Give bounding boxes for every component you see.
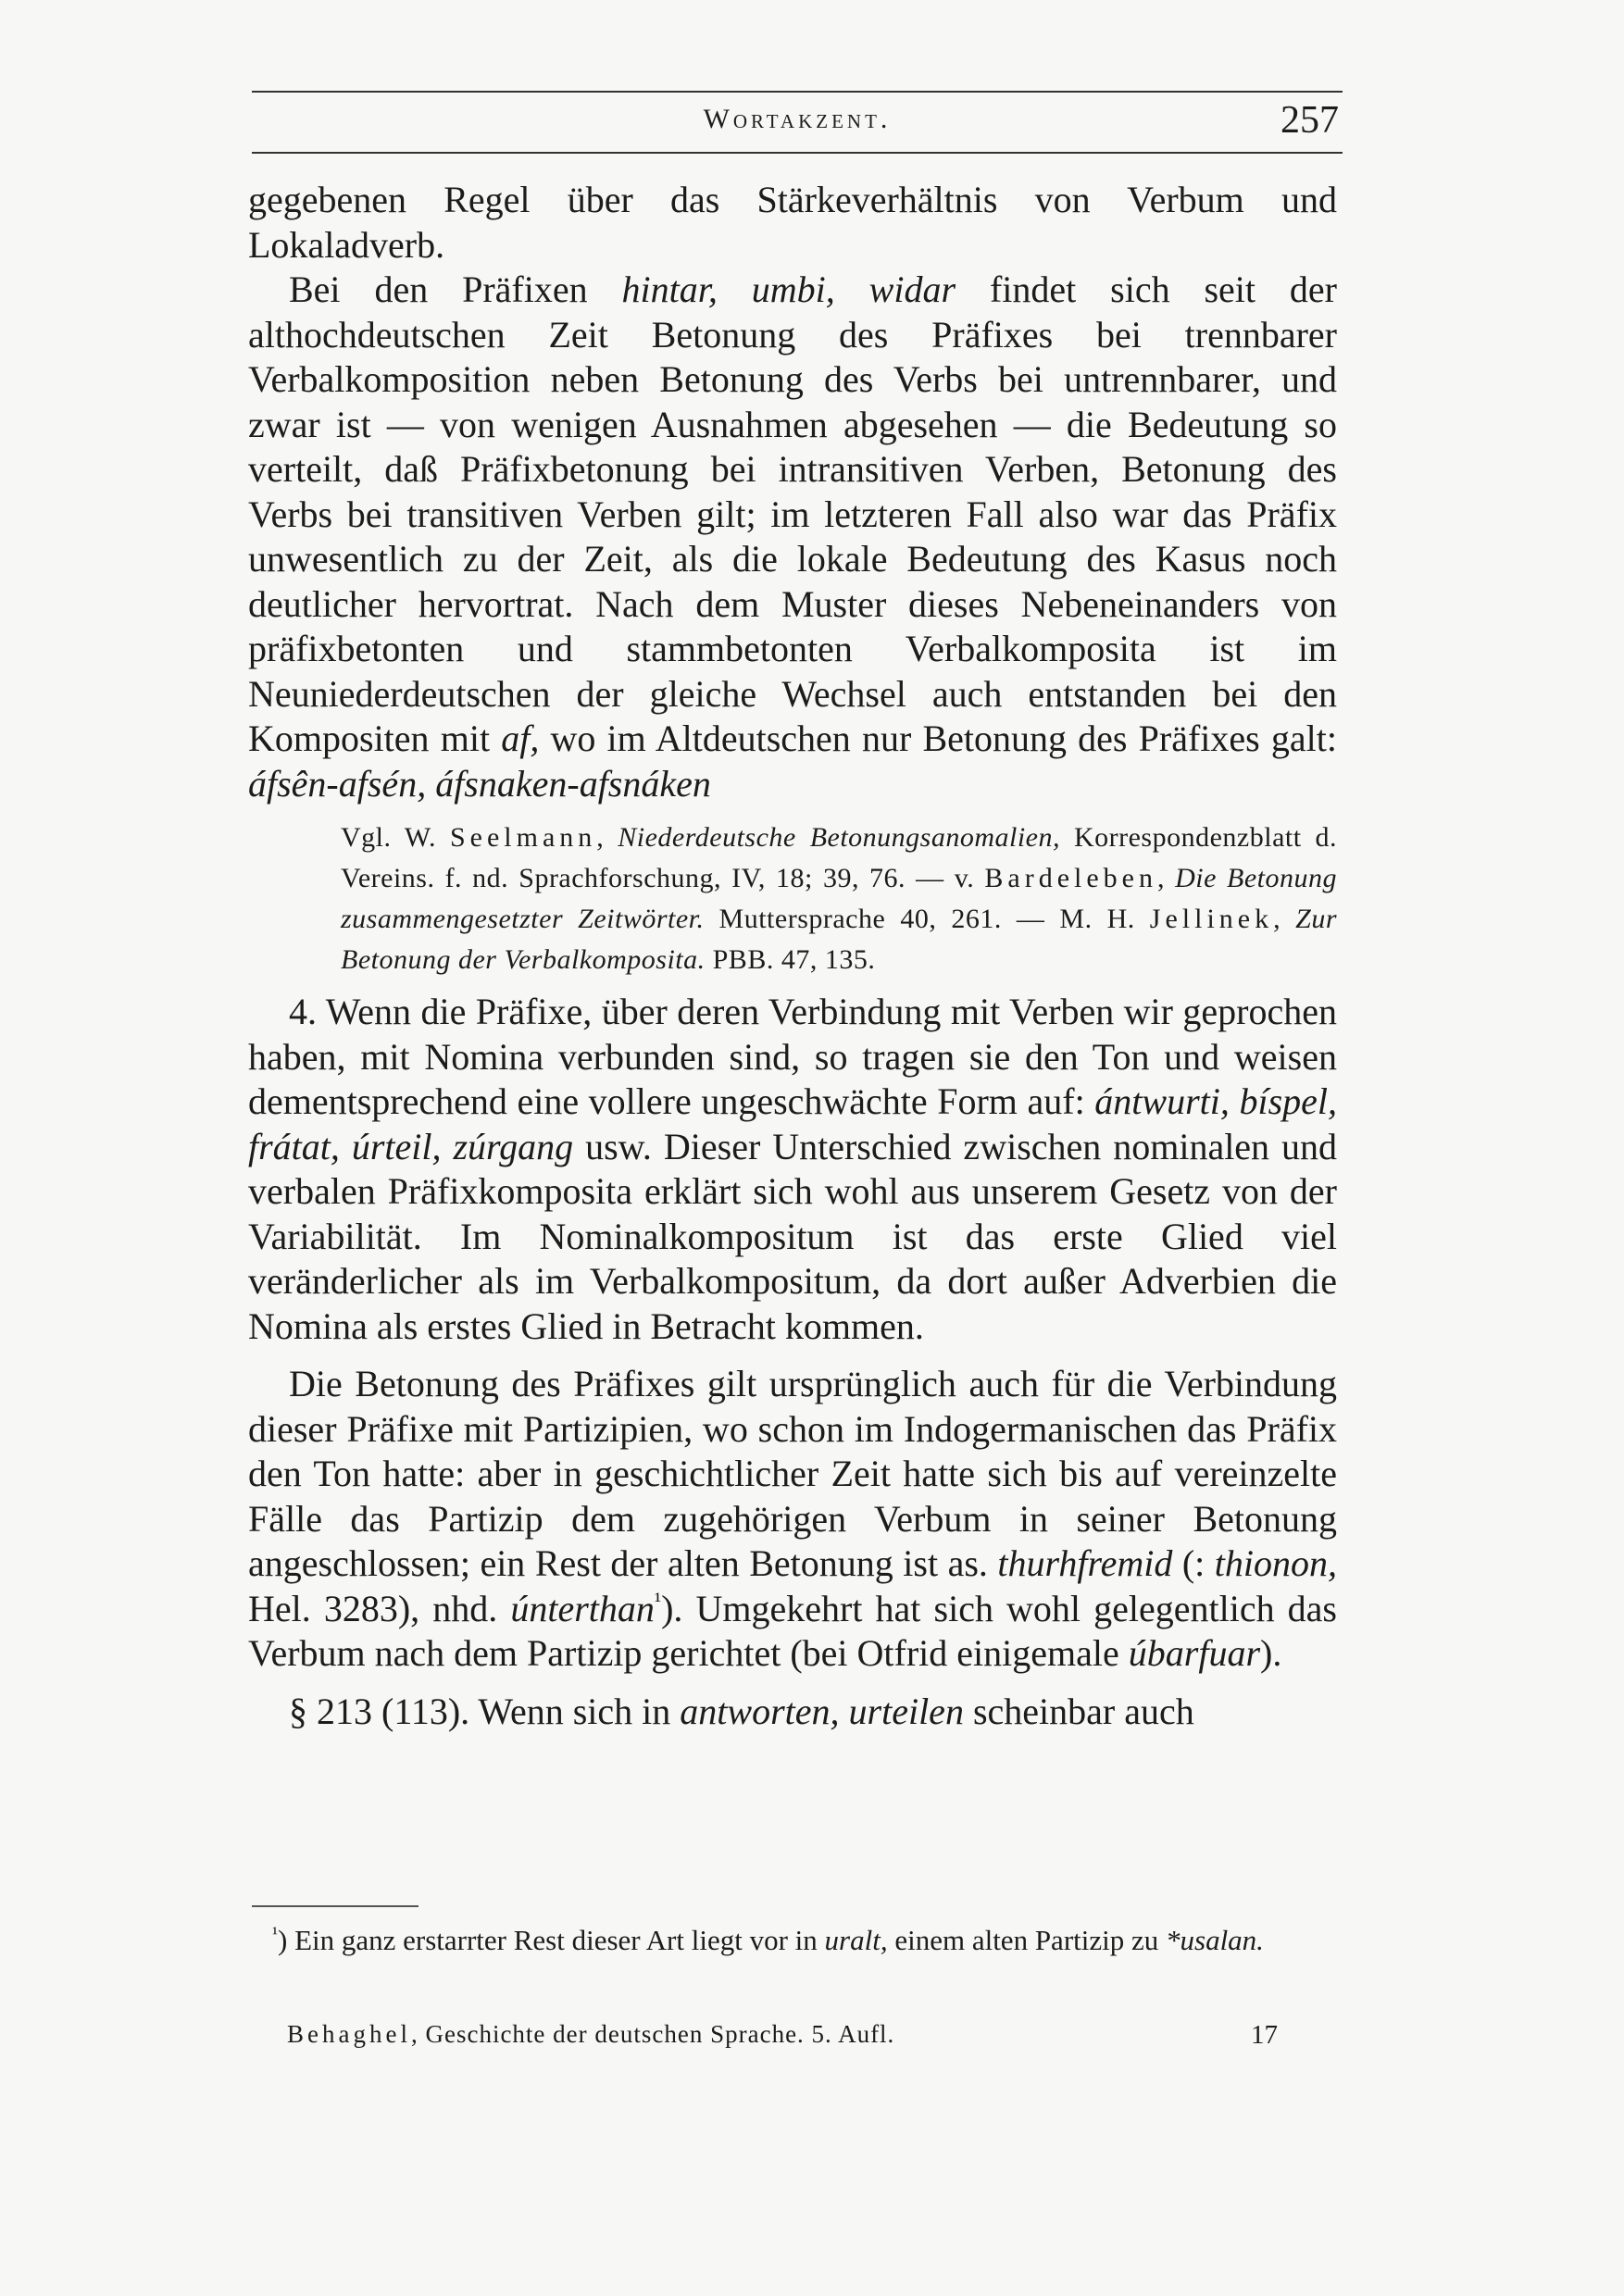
header-bottom-rule xyxy=(252,152,1343,154)
p3-part: 4. Wenn die Präfixe, über deren Verbindung mit Verben wir geprochen haben, mit Nomina verbunden sind, so tragen sie den Ton und weisen dementsprechend eine vollere ungeschwächte Form auf: xyxy=(248,991,1337,1122)
note-part: Die Betonung zusammengesetzter Zeitwörter. xyxy=(341,863,1337,934)
paragraph-continuation xyxy=(248,178,1337,268)
p4-part: Hel. 3283), nhd. xyxy=(248,1587,511,1629)
p5-part: § 213 (113). Wenn sich in xyxy=(289,1690,681,1732)
p4-part: thurhfremid xyxy=(997,1542,1173,1584)
footnote-part: einem alten Partizip zu xyxy=(887,1924,1166,1956)
note-part: Jellinek xyxy=(1149,904,1274,934)
note-part: Bardeleben xyxy=(984,863,1157,893)
signature-author: Behaghel xyxy=(287,2020,411,2048)
signature-line xyxy=(287,2020,1278,2057)
paragraph-nominal-prefixes xyxy=(248,990,1337,1349)
page-number: 257 xyxy=(1280,99,1339,142)
sheet-number: 17 xyxy=(1251,2020,1278,2050)
paragraph-participles xyxy=(248,1362,1337,1677)
p2-part: af, xyxy=(501,718,540,759)
note-part: , xyxy=(1157,863,1176,893)
p4-part: Die Betonung des Präfixes gilt ursprünglich auch für die Verbindung dieser Präfixe mit Partizipien, wo schon im Indogermanischen das Präfix den Ton hatte: aber in geschichtlicher Zeit hatte sich bis auf vereinzelte Fälle das Partizip dem zugehörigen Verbum in seiner Betonung angeschlossen; ein Rest der alten Betonung ist as. xyxy=(248,1363,1337,1584)
p4-part: ). Umgekehrt hat sich wohl gelegentlich das Verbum nach dem Partizip gerichtet (bei Otfrid einigemale xyxy=(248,1587,1338,1674)
signature-title: , Geschichte der deutschen Sprache. 5. Aufl. xyxy=(410,2020,895,2048)
note-part: PBB. 47, 135. xyxy=(705,944,876,975)
note-part: Muttersprache 40, 261. — M. H. xyxy=(704,904,1150,934)
p2-part: áfsên-afsén, áfsnaken-afsnáken xyxy=(248,762,711,805)
p4-part: ¹ xyxy=(654,1589,662,1614)
p4-part: n xyxy=(635,1587,655,1629)
p5-part: antworten, urteilen xyxy=(680,1690,964,1732)
body-text xyxy=(248,178,1337,1734)
footnote-rule xyxy=(252,1905,418,1907)
footnote-part: *usalan. xyxy=(1166,1924,1264,1956)
note-part: Zur Betonung der Verbalkomposita. xyxy=(341,904,1337,975)
p2-part: wo im Altdeutschen nur Betonung des Präfixes galt: xyxy=(539,718,1337,759)
book-signature xyxy=(287,2020,894,2049)
running-title: Wortakzent. xyxy=(703,104,892,134)
p2-part: hintar, umbi, widar xyxy=(621,268,956,310)
footnote xyxy=(252,1918,1337,1963)
footnote-part: ) Ein ganz erstarrter Rest dieser Art liegt vor in xyxy=(278,1924,825,1956)
note-part: , xyxy=(1273,904,1296,934)
note-part: Korrespondenzblatt d. Vereins. f. nd. Sprachforschung, IV, 18; 39, 76. — v. xyxy=(341,822,1338,893)
p2-part: findet sich seit der althochdeutschen Zeit Betonung des Präfixes bei trennbarer Verbalkomposition neben Betonung des Verbs bei untrennbarer, und zwar ist — von wenigen Ausnahmen abgesehen — die Bedeutung so verteilt, daß Präfixbetonung bei intransitiven Verben, Betonung des Verbs bei transitiven Verben gilt; im letzteren Fall also war das Präfix unwesentlich zu der Zeit, als die lokale Bedeutung des Kasus noch deutlicher hervortrat. Nach dem Muster dieses Nebeneinanders von präfixbetonten und stammbetonten Verbalkomposita ist im Neuniederdeutschen der gleiche Wechsel auch entstanden bei den Kompositen mit xyxy=(248,268,1338,759)
p3-part: ántwurti, bíspel, frátat, úrteil, zúrgang xyxy=(248,1080,1337,1167)
section-213-start xyxy=(248,1690,1337,1735)
p2-part: Bei den Präfixen xyxy=(289,268,622,310)
p4-part: thionon, xyxy=(1214,1542,1338,1584)
footnote-part: uralt, xyxy=(824,1924,888,1956)
footnote-part: ¹ xyxy=(272,1923,278,1944)
header-top-rule xyxy=(252,91,1343,93)
bibliography-note xyxy=(248,817,1337,980)
paragraph-prefixes xyxy=(248,268,1337,806)
p1-part: gegebenen Regel über das Stärkeverhältnis von Verbum und Lokaladverb. xyxy=(248,179,1337,266)
note-part: Vgl. W. xyxy=(341,822,450,853)
running-head xyxy=(252,98,1343,144)
p5-part: scheinbar auch xyxy=(963,1690,1194,1732)
p4-part: (: xyxy=(1172,1542,1215,1584)
p4-part: úbarfuar xyxy=(1128,1632,1261,1674)
note-part: , xyxy=(596,822,618,853)
note-part: Niederdeutsche Betonungsanomalien, xyxy=(618,822,1060,853)
p4-part: ). xyxy=(1260,1632,1282,1674)
p4-part: úntertha xyxy=(510,1587,636,1629)
p3-part: usw. Dieser Unterschied zwischen nominalen und verbalen Präfixkomposita erklärt sich wohl aus unserem Gesetz von der Variabilität. Im Nominalkompositum ist das erste Glied viel veränderlicher als im Verbalkompositum, da dort außer Adverbien die Nomina als erstes Glied in Betracht kommen. xyxy=(248,1125,1338,1347)
note-part: Seelmann xyxy=(449,822,597,853)
